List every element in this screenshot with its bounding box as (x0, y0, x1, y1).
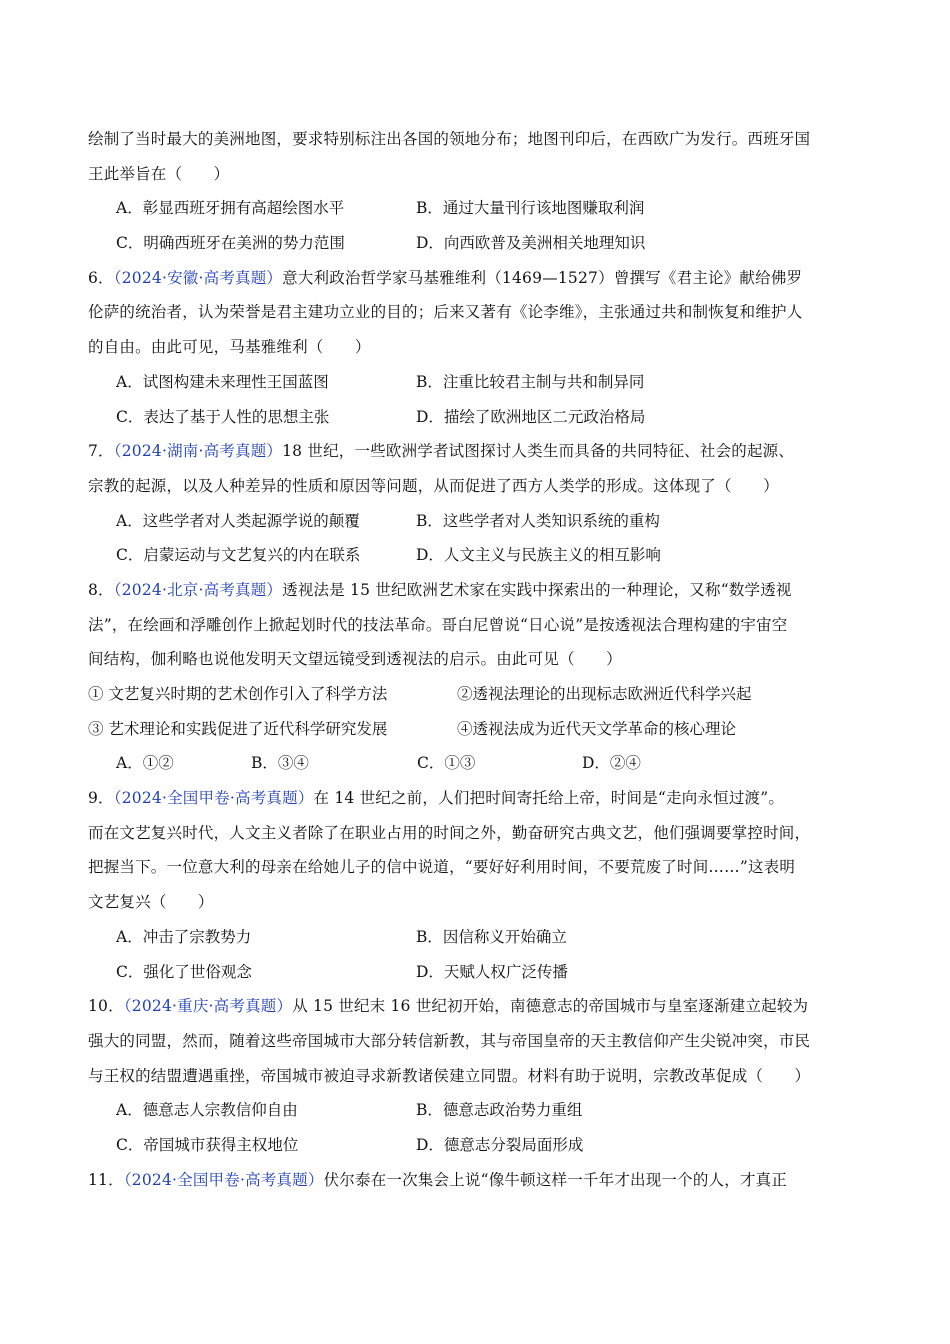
question-9-line-3: 把握当下。一位意大利的母亲在给她儿子的信中说道，“要好好利用时间，不要荒废了时间……”这表明 (88, 858, 796, 877)
question-text: 透视法是 15 世纪欧洲艺术家在实践中探索出的一种理论，又称“数学透视 (282, 580, 792, 599)
option-a: A．①② (116, 754, 174, 773)
option-b: B．因信称义开始确立 (416, 927, 567, 946)
question-source: （2024·安徽·高考真题） (113, 268, 283, 287)
question-text: 从 15 世纪末 16 世纪初开始，南德意志的帝国城市与皇室逐渐建立起较为 (292, 997, 809, 1016)
option-d: D．②④ (582, 754, 641, 773)
question-8-line-3: 间结构，伽利略也说他发明天文望远镜受到透视法的启示。由此可见（ ） (88, 650, 622, 669)
option-b: B．③④ (251, 754, 309, 773)
option-c: C．强化了世俗观念 (116, 962, 252, 981)
option-a: A．彰显西班牙拥有高超绘图水平 (116, 199, 345, 218)
option-c: C．启蒙运动与文艺复兴的内在联系 (116, 546, 361, 565)
question-number: 9． (88, 789, 114, 808)
question-source: （2024·全国甲卷·高考真题） (123, 1170, 324, 1189)
question-8-line-1 (88, 573, 864, 608)
option-c: C．帝国城市获得主权地位 (116, 1135, 299, 1154)
question-6-line-1 (88, 261, 864, 296)
statement-1: ① 文艺复兴时期的艺术创作引入了科学方法 (88, 685, 388, 703)
option-a: A．冲击了宗教势力 (116, 927, 252, 946)
question-10-line-3: 与王权的结盟遭遇重挫，帝国城市被迫寻求新教诸侯建立同盟。材料有助于说明，宗教改革促成（ ） (88, 1066, 811, 1085)
question-6-options-row-2 (88, 400, 864, 435)
option-c: C．①③ (417, 754, 476, 773)
question-5-line-2: 王此举旨在（ ） (88, 164, 230, 183)
question-number: 8． (88, 580, 114, 599)
question-text: 意大利政治哲学家马基雅维利（1469—1527）曾撰写《君主论》献给佛罗 (282, 268, 803, 287)
question-5-options-row-2 (88, 226, 864, 261)
question-7-line-2: 宗教的起源，以及人种差异的性质和原因等问题，从而促进了西方人类学的形成。这体现了（ ） (88, 476, 779, 495)
question-8-statements-row-2 (88, 712, 864, 747)
question-number: 11． (88, 1170, 124, 1189)
question-9-line-4: 文艺复兴（ ） (88, 893, 214, 912)
statement-3: ③ 艺术理论和实践促进了近代科学研究发展 (88, 719, 388, 738)
question-source: （2024·全国甲卷·高考真题） (113, 789, 314, 808)
option-b: B．通过大量刊行该地图赚取利润 (416, 199, 645, 218)
question-text: 伏尔泰在一次集会上说“像牛顿这样一千年才出现一个的人，才真正 (323, 1170, 788, 1189)
question-number: 10． (88, 997, 124, 1016)
question-10-line-1 (88, 989, 864, 1024)
option-a: A．试图构建未来理性王国蓝图 (116, 372, 329, 391)
exam-page (88, 122, 864, 1197)
question-11-line-1 (88, 1163, 864, 1198)
question-7-options-row-1 (88, 504, 864, 539)
question-source: （2024·北京·高考真题） (113, 580, 283, 599)
question-6-line-2: 伦萨的统治者，认为荣誉是君主建功立业的目的；后来又著有《论李维》，主张通过共和制恢复和维护人 (88, 303, 803, 322)
option-d: D．人文主义与民族主义的相互影响 (416, 546, 661, 565)
question-9-options-row-2 (88, 955, 864, 990)
question-6-line-3: 的自由。由此可见，马基雅维利（ ） (88, 338, 371, 357)
option-d: D．德意志分裂局面形成 (416, 1135, 584, 1154)
question-6-options-row-1 (88, 365, 864, 400)
option-b: B．注重比较君主制与共和制异同 (416, 372, 645, 391)
question-9-line-1 (88, 781, 864, 816)
question-10-options-row-2 (88, 1128, 864, 1163)
question-number: 7． (88, 442, 114, 461)
question-10-options-row-1 (88, 1093, 864, 1128)
question-text: 在 14 世纪之前，人们把时间寄托给上帝，时间是“走向永恒过渡”。 (313, 789, 785, 808)
question-7-options-row-2 (88, 538, 864, 573)
question-10-line-2: 强大的同盟，然而，随着这些帝国城市大部分转信新教，其与帝国皇帝的天主教信仰产生尖锐冲突，市民 (88, 1031, 811, 1050)
option-d: D．天赋人权广泛传播 (416, 962, 568, 981)
option-c: C．表达了基于人性的思想主张 (116, 407, 330, 426)
question-9-line-2: 而在文艺复兴时代，人文主义者除了在职业占用的时间之外，勤奋研究古典文艺，他们强调要掌控时间， (88, 823, 811, 842)
question-source: （2024·重庆·高考真题） (123, 997, 293, 1016)
statement-4: ④透视法成为近代天文学革命的核心理论 (457, 719, 737, 738)
option-a: A．这些学者对人类起源学说的颠覆 (116, 511, 360, 530)
option-a: A．德意志人宗教信仰自由 (116, 1101, 298, 1120)
question-7-line-1 (88, 434, 864, 469)
question-source: （2024·湖南·高考真题） (113, 442, 283, 461)
question-5-line-1: 绘制了当时最大的美洲地图，要求特别标注出各国的领地分布；地图刊印后，在西欧广为发行。西班牙国 (88, 130, 811, 148)
question-9-options-row-1 (88, 920, 864, 955)
question-number: 6． (88, 268, 114, 287)
question-8-options-row (88, 746, 864, 781)
question-8-statements-row-1 (88, 677, 864, 712)
option-b: B．这些学者对人类知识系统的重构 (416, 511, 660, 530)
question-text: 18 世纪，一些欧洲学者试图探讨人类生而具备的共同特征、社会的起源、 (282, 442, 795, 461)
option-d: D．向西欧普及美洲相关地理知识 (416, 234, 646, 253)
option-d: D．描绘了欧洲地区二元政治格局 (416, 407, 646, 426)
question-8-line-2: 法”，在绘画和浮雕创作上掀起划时代的技法革命。哥白尼曾说“日心说”是按透视法合理构建的宇宙空 (88, 615, 788, 634)
question-5-options-row-1 (88, 191, 864, 226)
option-c: C．明确西班牙在美洲的势力范围 (116, 234, 345, 253)
statement-2: ②透视法理论的出现标志欧洲近代科学兴起 (457, 685, 752, 703)
option-b: B．德意志政治势力重组 (416, 1101, 583, 1120)
